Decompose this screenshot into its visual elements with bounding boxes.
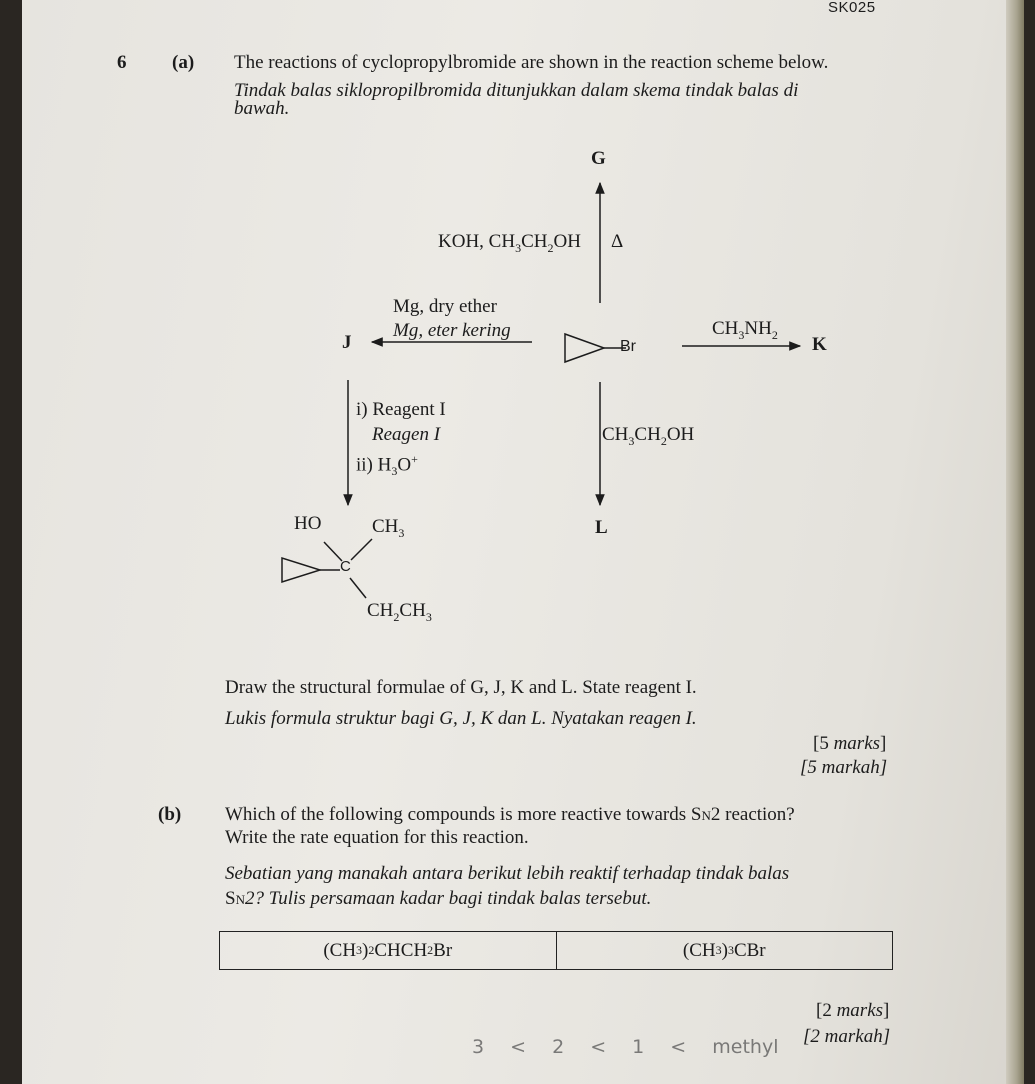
instruction-ms: Lukis formula struktur bagi G, J, K dan L. Nyatakan reagen I. (225, 708, 697, 729)
label-j: J (342, 332, 352, 353)
hydroxyl-label: HO (294, 513, 322, 534)
product-ring (282, 558, 320, 582)
question-b-en-1: Which of the following compounds is more reactive towards SN2 reaction? (225, 804, 795, 825)
marks-a-en-text: marks (833, 733, 881, 754)
methylamine-condition: $CH_3NH_2$ (712, 318, 778, 342)
compounds-table (219, 931, 893, 970)
c-ch3-bond (351, 539, 372, 560)
reagent-i-ms: Reagen I (372, 424, 441, 445)
compound-cell-2: (CH 3 ) 3 CBr (682, 939, 766, 961)
page-code: SK025 (828, 0, 876, 16)
reagent-i-en: i) Reagent I (356, 399, 446, 420)
marks-b-ms: [2 markah] (803, 1026, 891, 1047)
cyclopropyl-ring (565, 334, 604, 362)
ethanol-condition: $CH_3CH_2OH$ (602, 424, 695, 448)
part-a-label: (a) (172, 52, 195, 73)
question-b-ms-1: Sebatian yang manakah antara berikut lebih reaktif terhadap tindak balas (225, 863, 790, 884)
marks-a-ms: [5 markah] (800, 757, 888, 778)
hydronium-step: ii) $H_3O^+$ (356, 452, 418, 479)
ethyl-label: $CH_2CH_3$ (367, 600, 432, 624)
central-carbon: C (340, 558, 351, 575)
bromine-label: Br (620, 338, 636, 355)
exam-page (22, 0, 1024, 1084)
question-b-en-2: Write the rate equation for this reaction. (225, 827, 529, 848)
mg-condition-en: Mg, dry ether (393, 296, 497, 317)
koh-condition: KOH, $CH_3CH_2OH$ (438, 231, 581, 255)
c-ethyl-bond (350, 578, 366, 598)
heat-symbol: Δ (611, 231, 624, 252)
label-g: G (591, 148, 606, 169)
intro-ms-line1: Tindak balas siklopropilbromida ditunjukkan dalam skema tindak balas di (234, 80, 799, 101)
marks-a-en: [5 marks] (813, 733, 887, 754)
intro-ms-line2: bawah. (234, 98, 290, 119)
mg-condition-ms: Mg, eter kering (393, 320, 511, 341)
intro-en: The reactions of cyclopropylbromide are shown in the reaction scheme below. (234, 52, 829, 73)
reaction-scheme (22, 0, 1024, 700)
part-b-label: (b) (158, 804, 182, 825)
handwritten-note: 3 < 2 < 1 < methyl (472, 1036, 779, 1058)
compound-cell-1: (CH 3 ) 2 CHCH 2 Br (220, 932, 557, 969)
marks-b-en: [2 marks] (816, 1000, 890, 1021)
label-l: L (595, 517, 608, 538)
label-k: K (812, 334, 827, 355)
question-b-ms-2: SN2? Tulis persamaan kadar bagi tindak balas tersebut. (225, 888, 652, 909)
marks-b-en-text: marks (836, 1000, 884, 1021)
question-number: 6 (117, 52, 127, 73)
methyl-label: $CH_3$ (372, 516, 405, 540)
instruction-en: Draw the structural formulae of G, J, K and L. State reagent I. (225, 677, 697, 698)
